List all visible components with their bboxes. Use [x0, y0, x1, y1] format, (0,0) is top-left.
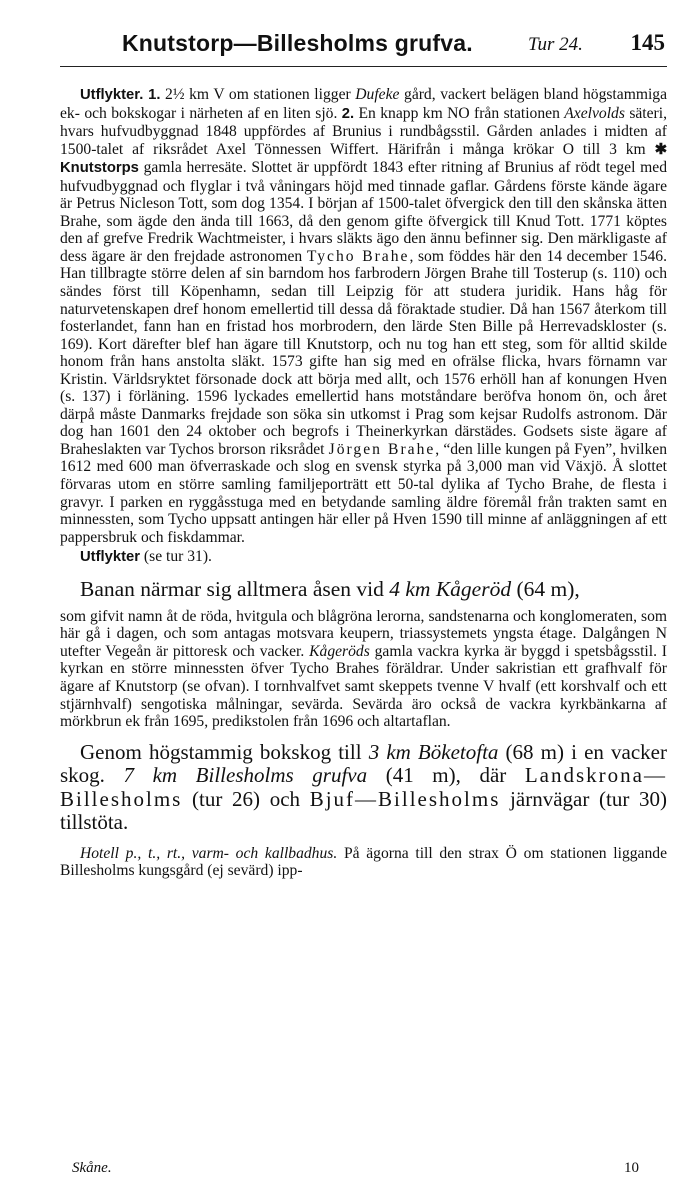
- paragraph-excursions-knutstorp: Utflykter. 1. 2½ km V om stationen ligger Dufeke gård, vackert belägen bland högstammiga ek- och bokskogar i närheten af en liten sjö. 2. En knapp km NO från stationen Axelvolds säteri, hvars hufvudbyggnad 1848 uppfördes af Brunius i rundbågsstil. Gården anlades i midten af 1500-talet af riksrådet Axel Tönnessen Wiffert. Härifrån i många krökar O till 3 km ✱ Knutstorps gamla herresäte. Slottet är uppfördt 1843 efter ritning af Brunius af rödt tegel med hufvudbyggnad och flyglar i två våningars höjd med tinnade gaflar. Gårdens förste kände ägare är Petrus Nicleson Tott, som dog 1354. I början af 1500-talet öfvergick den till den skånska ätten Brahe, som ägde den ända till 1663, då den genom gifte öfvergick till Knud Tott. 1771 köptes den af grefve Fredrik Wachtmeister, i hvars släkts ägo den ännu befinner sig. Den märkligaste af dess ägare är den frejdade astronomen Tycho Brahe, som föddes här den 14 december 1546. Han tillbragte större delen af sin barndom hos farbrodern Jörgen Brahe till Tosterup (s. 110) och sändes först till Köpenhamn, sedan till Leipzig för att studera juridik. Hans håg för naturvetenskapen dref honom emellertid till dessa då föraktade studier. Då han 1567 återkom till fosterlandet, fann han en fristad hos morbrodern, den lärde Sten Bille på Herrevadskloster (s. 169). Kort därefter blef han ägare till Knutstorp, och nu tog han ett steg, som för alltid skilde honom från hans anstolta släkt. 1573 gifte han sig med en ofrälse flicka, hvars förnamn var Kristin. Världsryktet försonade dock att börja med allt, och 1576 erhöll han af konungen Hven (s. 137) i förläning. 1596 lyckades emellertid hans motståndare beröfva honom ön, och året därpå måste Danmarks frejdade son söka sin utkomst i Prag som kejsar Rudolfs astronom. Där dog han 1601 den 24 oktober och begrofs i Theinerkyrkan därstädes. Godsets siste ägare af Braheslakten var Tychos brorson riksrådet Jörgen Brahe, “den lille kungen på Fyen”, hvilken 1612 med 600 man öfverraskade och slog en svensk styrka på 3,000 man vid Växjö. Å slottet förvaras utom en större samling familjeporträtt ett 50-tal dylika af Tycho Brahe, de flesta i gravyr. I parken en ryggåsstuga med en betydande samling äldre föremål från trakten samt en minnessten, som Tycho uppsatt antingen här eller på Hven 1590 till minne af anläggningen af ett pappersbruk och fiskdammar.: [60, 86, 667, 546]
- paragraph-kagerod: som gifvit namn åt de röda, hvitgula och blågröna lerorna, sandstenarna och konglomeraten, som här gå i dagen, och som antagas motsvara keupern, triassystemets yngsta étage. Dalgången N utefter Vegeån är pittoresk och vacker. Kågeröds gamla vackra kyrka är byggd i spetsbågsstil. I kyrkan en större minnessten öfver Tycho Brahes föräldrar. Under sakristian ett grafhvalf för ägare af Knutstorp (se ofvan). I tornhvalfvet samt skeppets tvenne V hvalf (ett korshvalf och ett stjärnhvalf) sengotiska målningar, sevärda. Sevärda äro också de vackra kyrkbänkarna af mörkbrun ek från 1695, predikstolen från 1696 och altartaflan.: [60, 607, 668, 731]
- header-rule: [60, 66, 667, 67]
- route-lead-billesholm: Genom högstammig bokskog till 3 km Böketofta (68 m) i en vacker skog. 7 km Billesholms grufva (41 m), där Landskrona—Billesholms (tur 26) och Bjuf—Billesholms järnvägar (tur 30) tillstöta.: [60, 739, 667, 835]
- running-head-title: Knutstorp—Billesholms grufva.: [122, 30, 473, 56]
- place-axelvold: Axelvolds: [564, 104, 625, 122]
- page-number: 145: [630, 30, 665, 55]
- station-boketofta: 3 km Böketofta: [368, 739, 499, 764]
- hotel-label: Hotell p., t., rt., varm- och kallbadhus.: [80, 844, 338, 862]
- route-lead-kageröd: Banan närmar sig alltmera åsen vid 4 km Kågeröd (64 m),: [80, 576, 580, 601]
- place-knutstorp: Knutstorps: [60, 160, 139, 177]
- station-kagerod: 4 km Kågeröd: [389, 576, 512, 601]
- running-head: [60, 30, 667, 64]
- star-icon: ✱: [654, 141, 667, 158]
- excursions-label: Utflykter. 1.: [80, 87, 161, 103]
- station-billesholms-grufva: 7 km Billesholms grufva: [123, 763, 368, 788]
- railway-landskrona: Landskrona—Billesholms: [60, 763, 667, 811]
- running-head-tour: Tur 24.: [528, 34, 583, 55]
- railway-bjuf: Bjuf—Billesholms: [309, 786, 501, 811]
- item-number-2: 2.: [341, 105, 355, 122]
- name-tycho-brahe: Tycho Brahe: [306, 247, 410, 265]
- place-kagerods: Kågeröds: [309, 642, 370, 660]
- place-dufeke: Dufeke: [355, 86, 400, 103]
- excursions-label-2: Utflykter: [80, 549, 141, 566]
- name-jorgen-brahe: Jörgen Brahe: [328, 440, 436, 458]
- paragraph-excursions-ref: Utflykter (se tur 31).: [80, 548, 212, 566]
- book-page: [60, 0, 667, 1192]
- page-body: [60, 86, 667, 880]
- signature-mark: Skåne.: [72, 1160, 112, 1176]
- paragraph-hotel: Hotell p., t., rt., varm- och kallbadhus. På ägorna till den strax Ö om stationen liggande Billesholms kungsgård (ej sevärd) ipp-: [60, 844, 667, 880]
- signature-number: 10: [624, 1160, 639, 1176]
